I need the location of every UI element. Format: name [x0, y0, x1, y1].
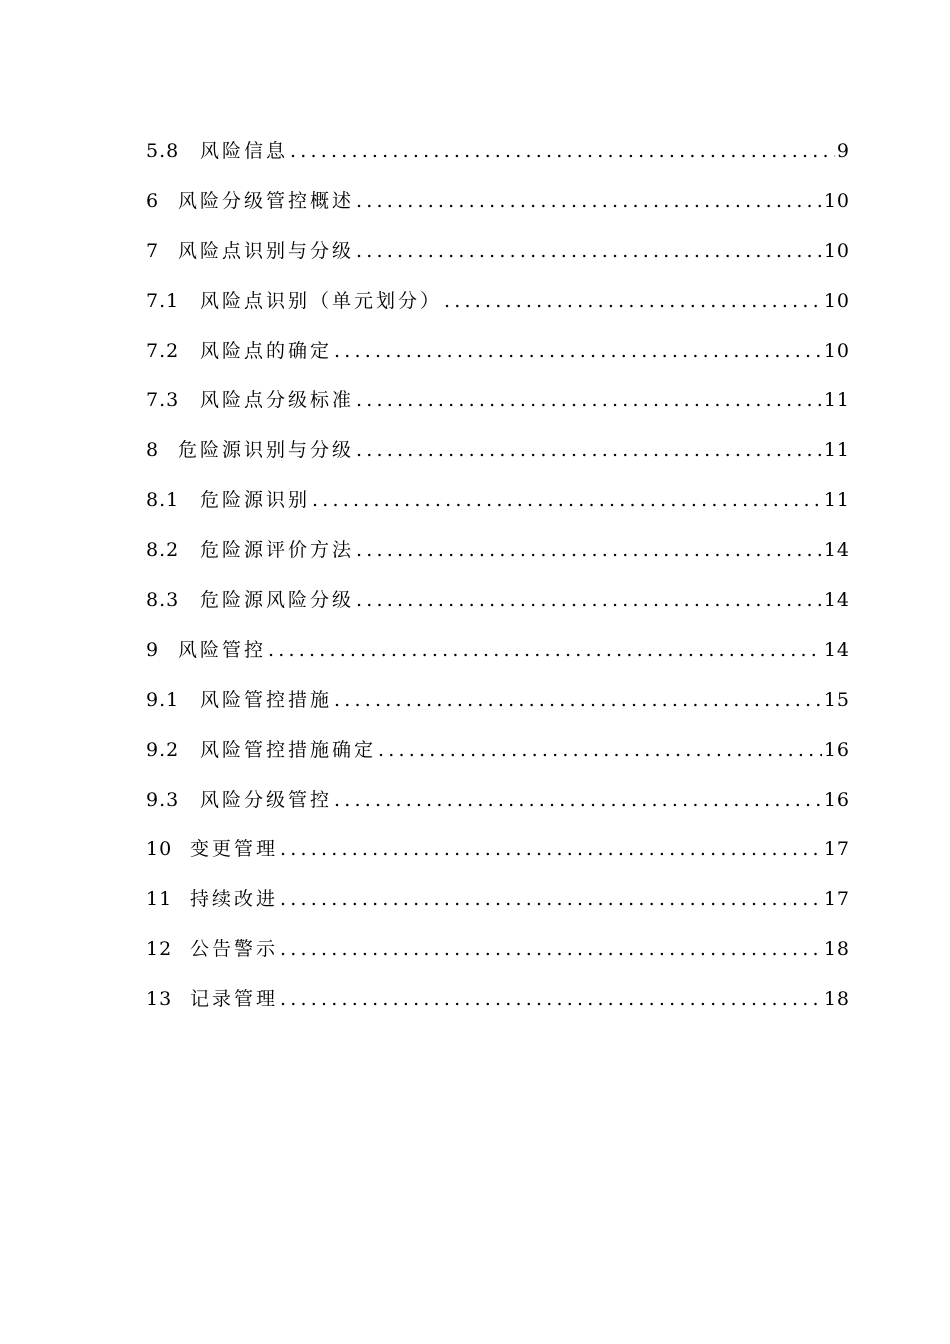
toc-entry-8-3[interactable] [146, 586, 850, 636]
toc-page-number: 14 [823, 539, 850, 562]
toc-dot-leader [442, 287, 822, 315]
toc-entry-9-2[interactable] [146, 736, 850, 786]
toc-page-number: 11 [823, 389, 850, 412]
toc-page-number: 17 [823, 888, 850, 911]
toc-title: 变更管理 [190, 838, 279, 861]
toc-title: 风险分级管控概述 [178, 189, 355, 212]
toc-page-number: 10 [823, 339, 850, 362]
toc-dot-leader [354, 386, 822, 414]
toc-entry-9-3[interactable] [146, 786, 850, 836]
toc-entry-8-2[interactable] [146, 536, 850, 586]
toc-title: 危险源风险分级 [200, 589, 355, 612]
toc-title: 风险点的确定 [200, 339, 333, 362]
toc-dot-leader [278, 985, 822, 1013]
toc-number: 9.3 [146, 788, 180, 811]
toc-number: 6 [146, 189, 160, 212]
toc-page-number: 10 [823, 189, 850, 212]
toc-number: 7.2 [146, 339, 180, 362]
toc-number: 7 [146, 239, 160, 262]
toc-number: 9.1 [146, 688, 180, 711]
toc-page-number: 11 [823, 439, 850, 462]
toc-number: 12 [146, 938, 173, 961]
toc-dot-leader [332, 786, 822, 814]
toc-entry-10[interactable] [146, 835, 850, 885]
toc-page-number: 14 [823, 589, 850, 612]
toc-dot-leader [266, 636, 822, 664]
toc-entry-11[interactable] [146, 885, 850, 935]
toc-number: 8 [146, 439, 160, 462]
toc-title: 风险管控措施 [200, 688, 333, 711]
toc-dot-leader [278, 835, 822, 863]
toc-dot-leader [354, 187, 822, 215]
toc-entry-12[interactable] [146, 935, 850, 985]
toc-title: 风险管控措施确定 [200, 738, 377, 761]
table-of-contents [146, 137, 850, 1035]
toc-dot-leader [354, 237, 822, 265]
toc-page-number: 16 [823, 738, 850, 761]
toc-entry-7-1[interactable] [146, 287, 850, 337]
toc-title: 风险点识别与分级 [178, 239, 355, 262]
toc-dot-leader [332, 337, 822, 365]
toc-number: 8.1 [146, 489, 180, 512]
toc-page-number: 11 [823, 489, 850, 512]
toc-number: 8.3 [146, 589, 180, 612]
toc-page-number: 18 [823, 938, 850, 961]
toc-title: 危险源识别 [200, 489, 311, 512]
toc-number: 13 [146, 988, 173, 1011]
toc-title: 风险点识别（单元划分） [200, 289, 443, 312]
toc-entry-9-1[interactable] [146, 686, 850, 736]
toc-title: 危险源评价方法 [200, 539, 355, 562]
toc-title: 危险源识别与分级 [178, 439, 355, 462]
toc-page-number: 18 [823, 988, 850, 1011]
toc-entry-6[interactable] [146, 187, 850, 237]
toc-entry-13[interactable] [146, 985, 850, 1035]
toc-number: 7.3 [146, 389, 180, 412]
toc-title: 风险信息 [200, 140, 289, 162]
toc-title: 风险分级管控 [200, 788, 333, 811]
toc-number: 11 [146, 888, 173, 911]
toc-page-number: 9 [836, 140, 850, 162]
toc-title: 记录管理 [190, 988, 279, 1011]
toc-entry-8-1[interactable] [146, 486, 850, 536]
toc-title: 风险点分级标准 [200, 389, 355, 412]
toc-number: 7.1 [146, 289, 180, 312]
toc-title: 风险管控 [178, 638, 267, 661]
toc-number: 5.8 [146, 140, 180, 162]
toc-entry-7-2[interactable] [146, 337, 850, 387]
toc-number: 9 [146, 638, 160, 661]
toc-number: 8.2 [146, 539, 180, 562]
toc-dot-leader [288, 137, 835, 165]
toc-entry-8[interactable] [146, 436, 850, 486]
toc-dot-leader [278, 935, 822, 963]
toc-entry-5-8[interactable] [146, 137, 850, 187]
toc-dot-leader [332, 686, 822, 714]
toc-page-number: 10 [823, 239, 850, 262]
toc-page-number: 16 [823, 788, 850, 811]
toc-number: 9.2 [146, 738, 180, 761]
toc-dot-leader [278, 885, 822, 913]
toc-page-number: 17 [823, 838, 850, 861]
toc-dot-leader [354, 586, 822, 614]
toc-page-number: 10 [823, 289, 850, 312]
toc-page-number: 14 [823, 638, 850, 661]
toc-entry-7-3[interactable] [146, 386, 850, 436]
toc-dot-leader [376, 736, 822, 764]
toc-title: 持续改进 [190, 888, 279, 911]
toc-dot-leader [354, 536, 822, 564]
toc-number: 10 [146, 838, 173, 861]
toc-page-number: 15 [823, 688, 850, 711]
toc-entry-9[interactable] [146, 636, 850, 686]
toc-entry-7[interactable] [146, 237, 850, 287]
toc-dot-leader [354, 436, 822, 464]
toc-dot-leader [310, 486, 822, 514]
toc-title: 公告警示 [190, 938, 279, 961]
